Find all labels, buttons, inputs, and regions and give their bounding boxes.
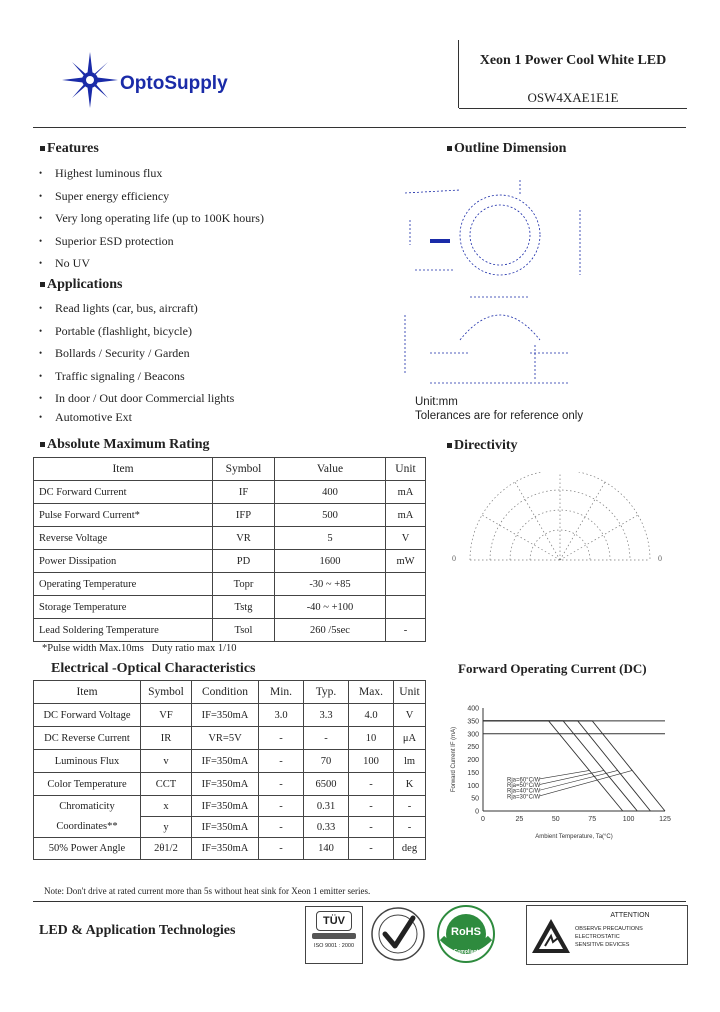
series-label: Rja=30°C/W: [507, 794, 541, 801]
table-row: Item Symbol Value Unit: [34, 458, 426, 481]
outline-drawing: [400, 175, 600, 390]
eo-table: [33, 680, 426, 860]
series-leader: [540, 770, 618, 790]
table-row: Chromaticity x IF=350mA - 0.31 - -: [34, 796, 426, 817]
series-label: Rja=60°C/W: [507, 777, 541, 784]
y-tick-label: 100: [467, 782, 479, 790]
table-row: Reverse Voltage VR 5 V: [34, 527, 426, 550]
applications-title: Applications: [40, 277, 122, 293]
y-tick-label: 250: [467, 744, 479, 752]
quality-check-icon: [370, 906, 426, 962]
table-row: Power Dissipation PD 1600 mW: [34, 550, 426, 573]
y-tick-label: 400: [467, 705, 479, 713]
list-item: • Bollards / Security / Garden: [37, 344, 234, 367]
unit-note: Unit:mm: [415, 396, 458, 408]
table-row: Coordinates** y IF=350mA - 0.33 - -: [34, 817, 426, 838]
brand-name: OptoSupply: [120, 73, 228, 94]
table-row: Luminous Flux v IF=350mA - 70 100 lm: [34, 750, 426, 773]
forward-current-chart: [440, 698, 680, 848]
heat-sink-note: Note: Don't drive at rated current more than 5s without heat sink for Xeon 1 emitter series.: [44, 886, 371, 896]
list-item: • Read lights (car, bus, aircraft): [37, 299, 234, 322]
list-item: • Highest luminous flux: [37, 164, 264, 187]
brand-logo: [60, 50, 290, 110]
y-tick-label: 200: [467, 757, 479, 764]
series-label: Rja=50°C/W: [507, 782, 541, 789]
directivity-right-label: 0: [658, 554, 662, 563]
table-row: DC Forward Current IF 400 mA: [34, 481, 426, 504]
tolerance-note: Tolerances are for reference only: [415, 410, 584, 422]
y-tick-label: 350: [467, 718, 479, 726]
x-tick-label: 75: [588, 816, 597, 823]
star-logo-icon: [60, 50, 120, 110]
y-tick-label: 0: [475, 808, 479, 816]
table-row: Color Temperature CCT IF=350mA - 6500 - K: [34, 773, 426, 796]
table-row: Operating Temperature Topr -30 ~ +85: [34, 573, 426, 596]
y-tick-label: 50: [471, 795, 479, 803]
table-row: Storage Temperature Tstg -40 ~ +100: [34, 596, 426, 619]
table-row: Item Symbol Condition Min. Typ. Max. Unit: [34, 681, 426, 704]
series-line: [483, 721, 623, 811]
abs-max-table: [33, 457, 426, 642]
y-tick-label: 300: [467, 731, 479, 739]
directivity-title: Directivity: [447, 438, 518, 454]
list-item: • No UV: [37, 254, 264, 277]
product-title-box: [458, 40, 687, 108]
esd-attention-label: ATTENTION OBSERVE PRECAUTIONS ELECTROSTATIC SENSITIVE DEVICES: [526, 905, 688, 965]
list-item: • Portable (flashlight, bicycle): [37, 322, 234, 345]
directivity-diagram: [460, 472, 660, 572]
rohs-badge: RoHS Compliant: [436, 904, 496, 964]
x-tick-label: 125: [659, 816, 671, 823]
eo-title: Electrical -Optical Characteristics: [51, 661, 256, 676]
table-row: DC Reverse Current IR VR=5V - - 10 μA: [34, 727, 426, 750]
outline-title: Outline Dimension: [447, 141, 566, 157]
header-divider: [33, 127, 686, 128]
x-tick-label: 25: [515, 816, 524, 823]
y-tick-label: 150: [467, 769, 479, 777]
series-leader: [540, 770, 589, 778]
company-name: LED & Application Technologies: [39, 923, 236, 938]
list-item: • Automotive Ext: [37, 408, 234, 431]
abs-max-title: Absolute Maximum Rating: [40, 437, 210, 453]
applications-list: [37, 299, 234, 431]
list-item: • In door / Out door Commercial lights: [37, 389, 234, 408]
x-tick-label: 100: [622, 816, 635, 823]
table-row: DC Forward Voltage VF IF=350mA 3.0 3.3 4.0 V: [34, 704, 426, 727]
table-row: 50% Power Angle 2θ1/2 IF=350mA - 140 - deg: [34, 838, 426, 860]
esd-warning-icon: [531, 918, 571, 954]
footer-divider: [33, 901, 686, 902]
x-axis-label: Ambient Temperature, Ta(°C): [535, 834, 613, 840]
chart-title: Forward Operating Current (DC): [458, 661, 647, 676]
x-tick-label: 50: [551, 816, 560, 823]
features-list: [37, 164, 264, 277]
series-label: Rja=40°C/W: [507, 788, 541, 795]
list-item: • Super energy efficiency: [37, 187, 264, 210]
tuv-cert-badge: TÜV ISO 9001 : 2000: [305, 906, 363, 964]
directivity-left-label: 0: [452, 554, 456, 563]
table-row: Pulse Forward Current* IFP 500 mA: [34, 504, 426, 527]
list-item: • Traffic signaling / Beacons: [37, 367, 234, 390]
part-number: OSW4XAE1E1E: [527, 90, 619, 105]
y-axis-label: Forward Current IF (mA): [451, 726, 457, 793]
x-tick-label: 0: [481, 816, 485, 823]
list-item: • Very long operating life (up to 100K hours): [37, 209, 264, 232]
product-title: Xeon 1 Power Cool White LED: [479, 53, 667, 68]
list-item: • Superior ESD protection: [37, 232, 264, 255]
features-title: Features: [40, 141, 99, 157]
pulse-note: *Pulse width Max.10ms Duty ratio max 1/10: [42, 643, 237, 654]
table-row: Lead Soldering Temperature Tsol 260 /5sec -: [34, 619, 426, 642]
